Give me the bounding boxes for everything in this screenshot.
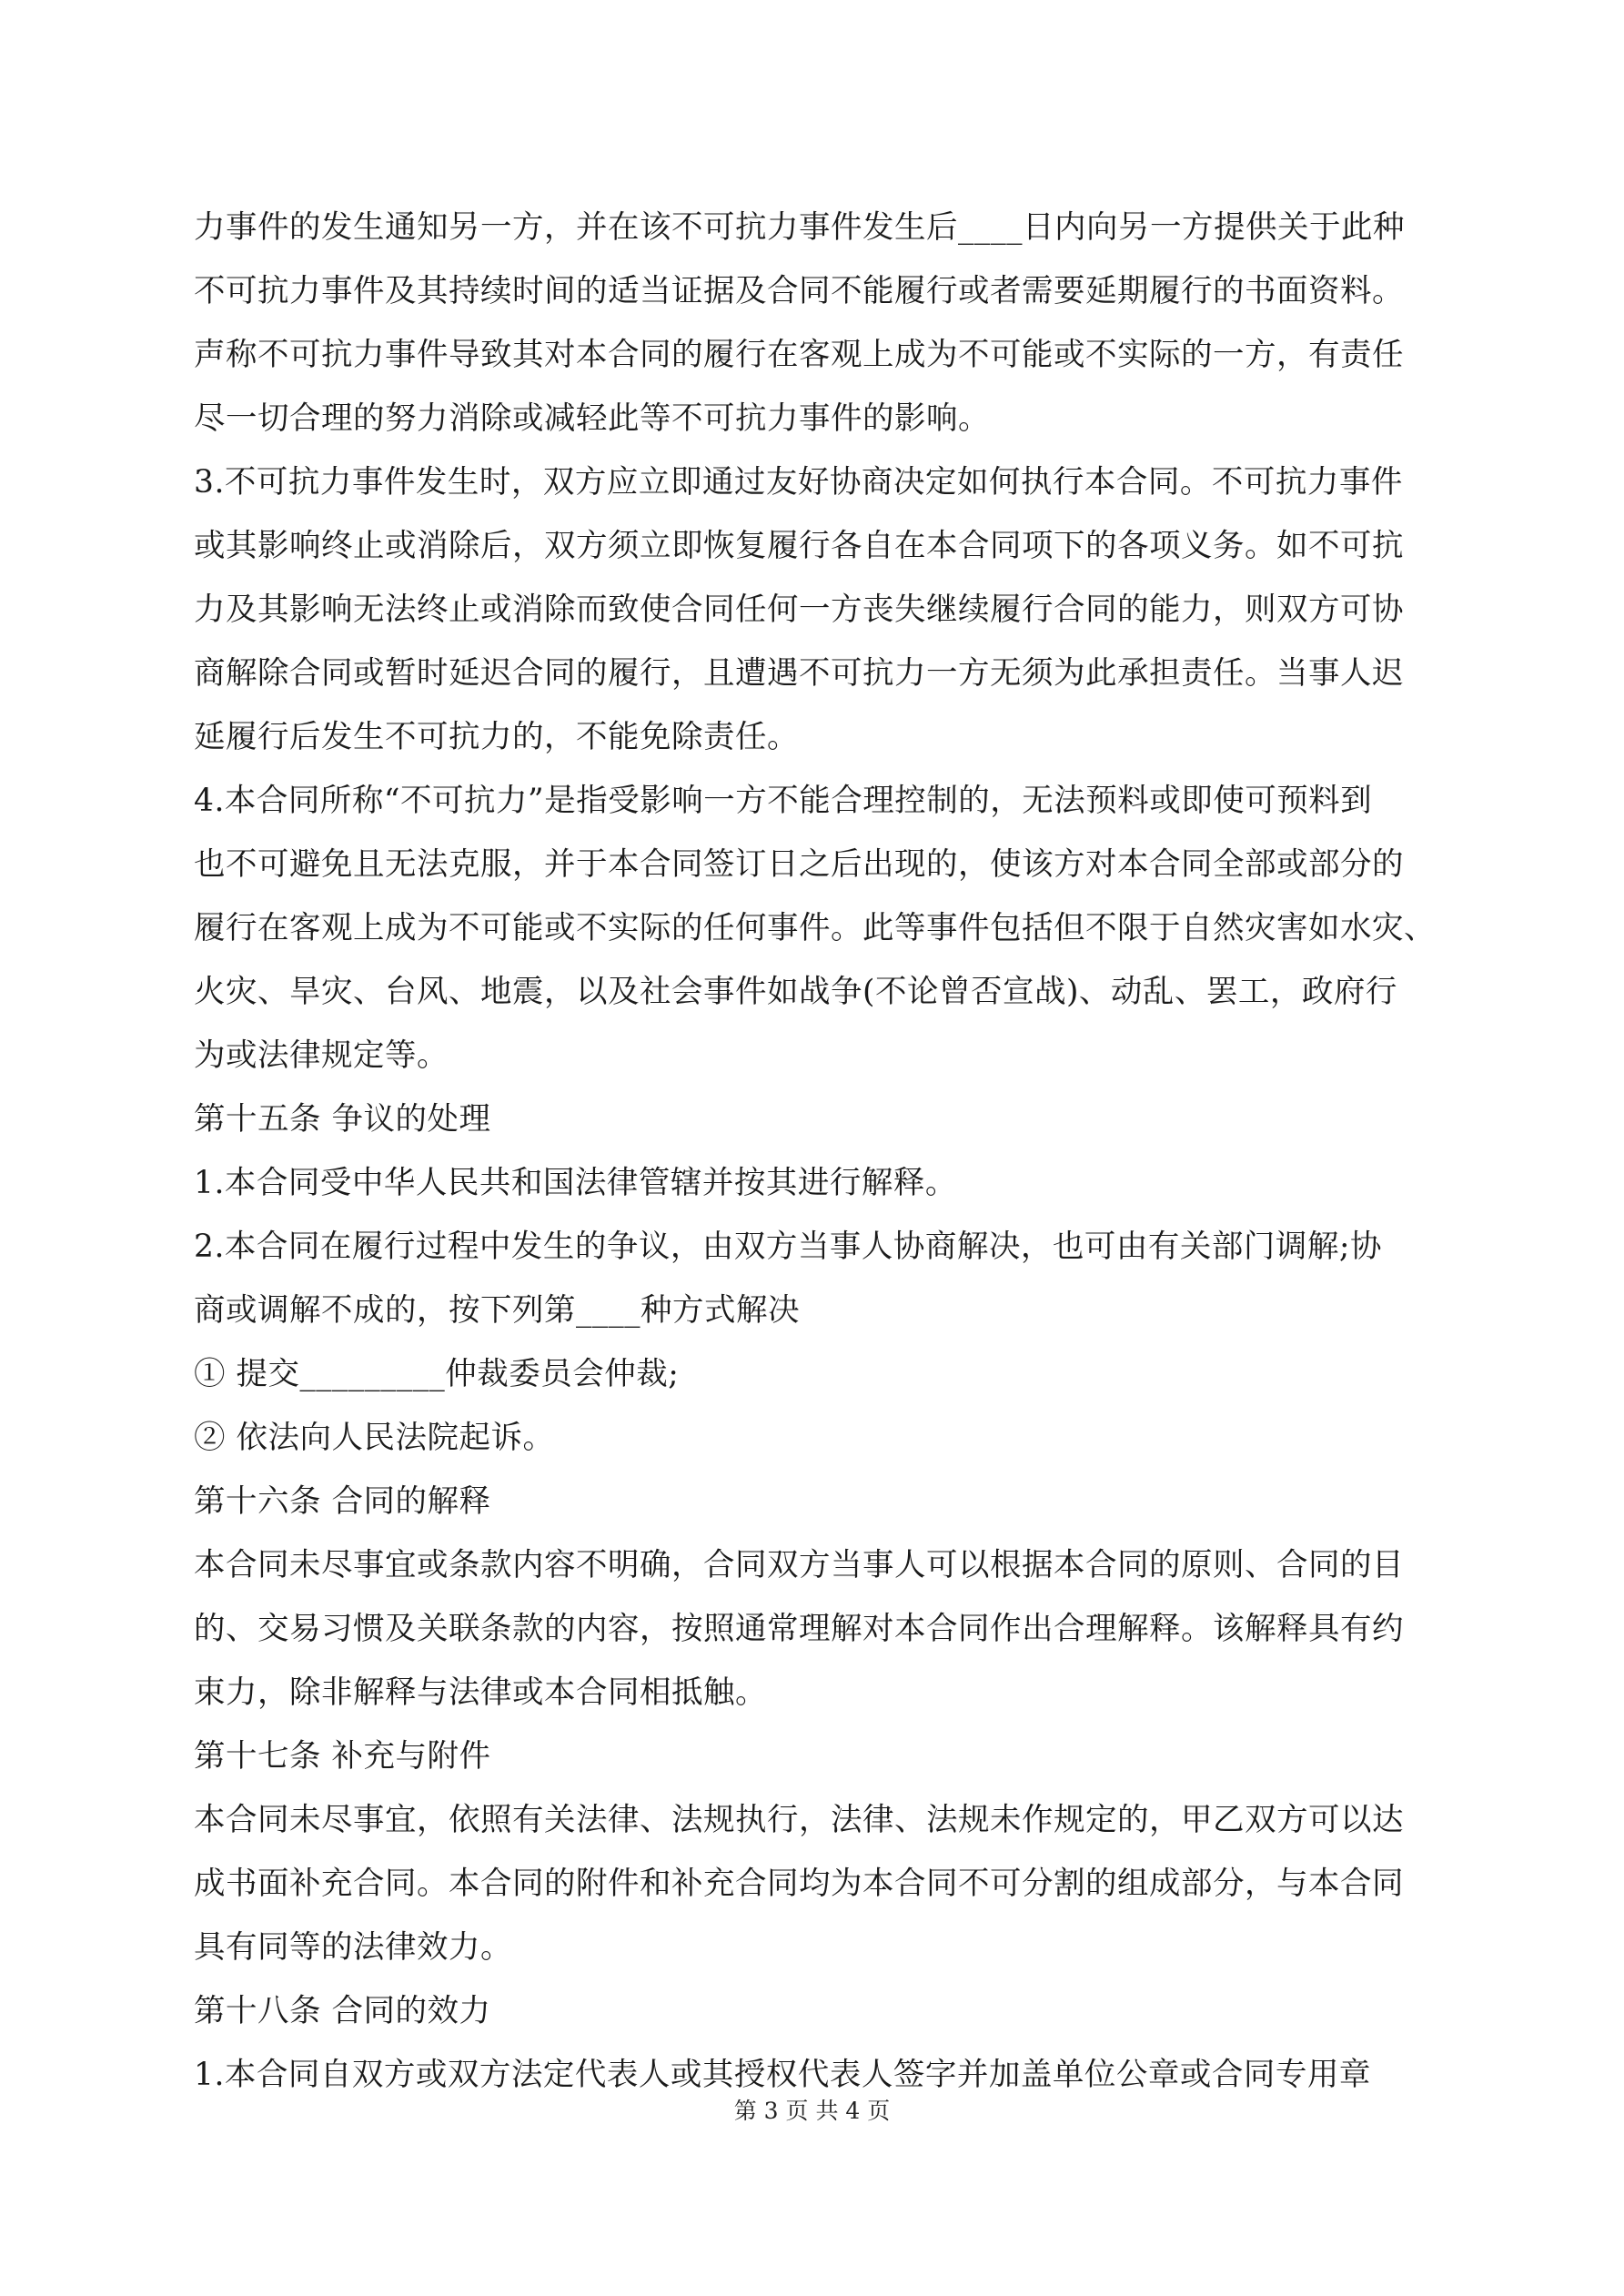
section-heading: 第十八条 合同的效力 — [194, 1993, 491, 2029]
text-line: 力及其影响无法终止或消除而致使合同任何一方丧失继续履行合同的能力，则双方可协 — [194, 592, 1404, 628]
text-line: 1.本合同受中华人民共和国法律管辖并按其进行解释。 — [194, 1165, 957, 1201]
text-line: 或其影响终止或消除后，双方须立即恢复履行各自在本合同项下的各项义务。如不可抗 — [194, 528, 1404, 564]
text-line: 具有同等的法律效力。 — [194, 1929, 512, 1966]
text-line: 力事件的发生通知另一方，并在该不可抗力事件发生后____日内向另一方提供关于此种 — [194, 209, 1405, 246]
page-footer: 第 3 页 共 4 页 — [733, 2098, 891, 2124]
text-line: 也不可避免且无法克服，并于本合同签订日之后出现的，使该方对本合同全部或部分的 — [194, 846, 1404, 883]
text-line: 1.本合同自双方或双方法定代表人或其授权代表人签字并加盖单位公章或合同专用章 — [194, 2057, 1371, 2093]
list-item: ① 提交_________仲裁委员会仲裁; — [194, 1356, 680, 1392]
text-line: 为或法律规定等。 — [194, 1037, 449, 1074]
text-line: 成书面补充合同。本合同的附件和补充合同均为本合同不可分割的组成部分，与本合同 — [194, 1866, 1404, 1902]
text-line: 本合同未尽事宜或条款内容不明确，合同双方当事人可以根据本合同的原则、合同的目 — [194, 1547, 1404, 1583]
text-line: 商或调解不成的，按下列第____种方式解决 — [194, 1292, 800, 1329]
text-line: 尽一切合理的努力消除或减轻此等不可抗力事件的影响。 — [194, 400, 990, 437]
text-line: 延履行后发生不可抗力的，不能免除责任。 — [194, 719, 799, 755]
text-line: 本合同未尽事宜，依照有关法律、法规执行，法律、法规未作规定的，甲乙双方可以达 — [194, 1802, 1404, 1838]
list-item: ② 依法向人民法院起诉。 — [194, 1420, 555, 1456]
text-line: 火灾、旱灾、台风、地震，以及社会事件如战争(不论曾否宣战)、动乱、罢工，政府行 — [194, 974, 1397, 1010]
text-line: 4.本合同所称“不可抗力”是指受影响一方不能合理控制的，无法预料或即使可预料到 — [194, 783, 1373, 819]
section-heading: 第十五条 争议的处理 — [194, 1101, 491, 1138]
text-line: 履行在客观上成为不可能或不实际的任何事件。此等事件包括但不限于自然灾害如水灾、 — [194, 910, 1436, 946]
text-line: 束力，除非解释与法律或本合同相抵触。 — [194, 1674, 767, 1711]
section-heading: 第十七条 补充与附件 — [194, 1738, 491, 1775]
text-line: 声称不可抗力事件导致其对本合同的履行在客观上成为不可能或不实际的一方，有责任 — [194, 337, 1404, 373]
section-heading: 第十六条 合同的解释 — [194, 1483, 491, 1520]
text-line: 的、交易习惯及关联条款的内容，按照通常理解对本合同作出合理解释。该解释具有约 — [194, 1611, 1404, 1647]
text-line: 2.本合同在履行过程中发生的争议，由双方当事人协商解决，也可由有关部门调解;协 — [194, 1229, 1383, 1265]
document-body — [194, 196, 1442, 2107]
text-line: 商解除合同或暂时延迟合同的履行，且遭遇不可抗力一方无须为此承担责任。当事人迟 — [194, 655, 1404, 692]
text-line: 不可抗力事件及其持续时间的适当证据及合同不能履行或者需要延期履行的书面资料。 — [194, 273, 1404, 309]
text-line: 3.不可抗力事件发生时，双方应立即通过友好协商决定如何执行本合同。不可抗力事件 — [194, 464, 1403, 501]
